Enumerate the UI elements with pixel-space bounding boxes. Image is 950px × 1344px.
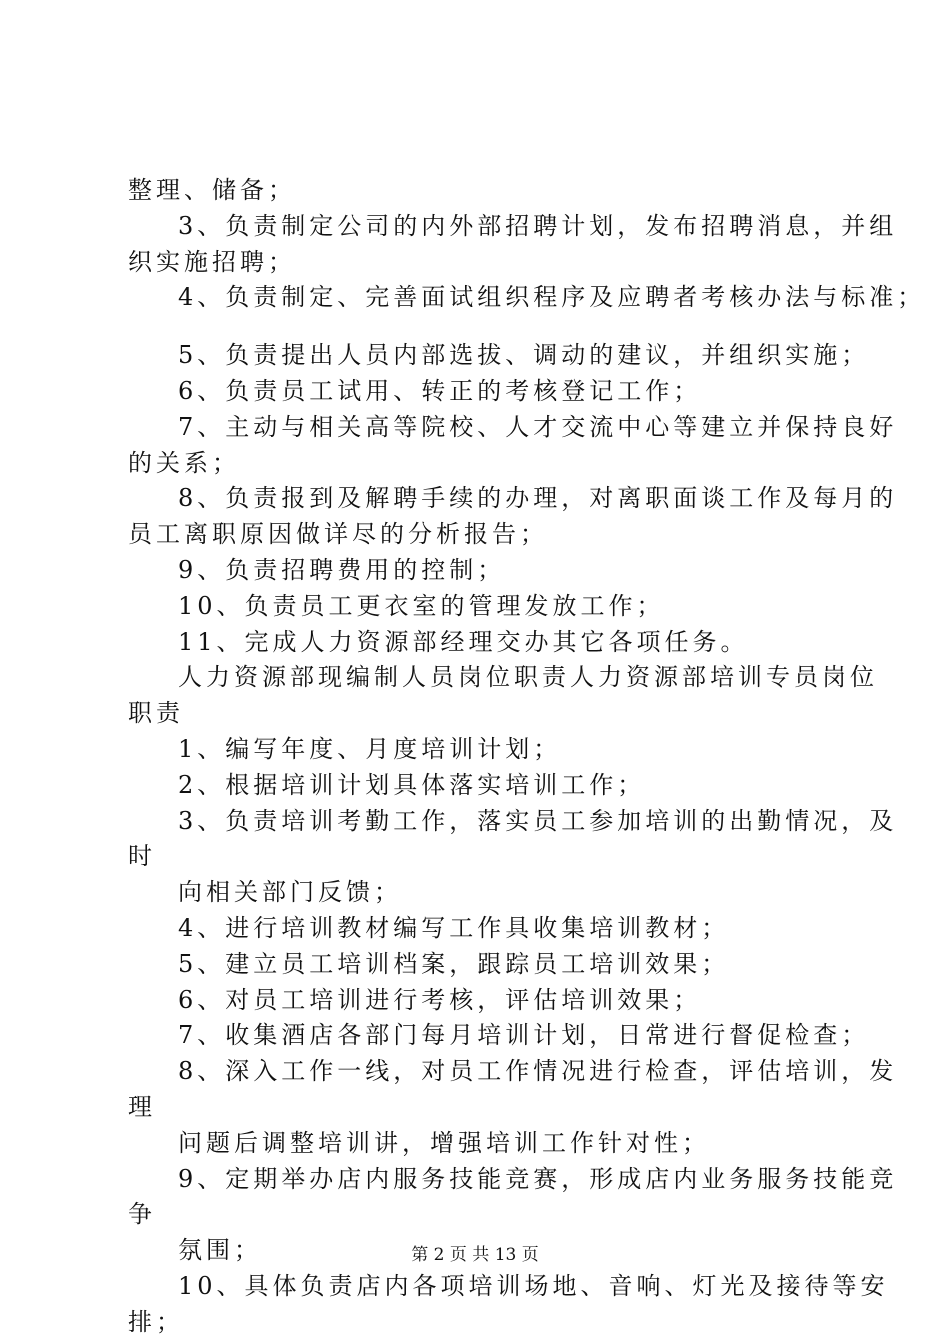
text-line: 时 xyxy=(128,842,156,871)
list-item-11: 11、完成人力资源部经理交办其它各项任务。 xyxy=(178,627,749,656)
training-item-9: 9、定期举办店内服务技能竞赛，形成店内业务服务技能竞 xyxy=(178,1164,898,1193)
list-item-9: 9、负责招聘费用的控制； xyxy=(178,555,506,584)
list-item-8: 8、负责报到及解聘手续的办理，对离职面谈工作及每月的 xyxy=(178,484,898,513)
text-line: 争 xyxy=(128,1200,156,1229)
text-line: 理 xyxy=(128,1092,156,1121)
training-item-1: 1、编写年度、月度培训计划； xyxy=(178,734,562,763)
document-body xyxy=(128,173,926,1341)
training-item-6: 6、对员工培训进行考核，评估培训效果； xyxy=(178,985,702,1014)
text-line: 整理、储备； xyxy=(128,176,296,204)
page-number-footer: 第 2 页 共 13 页 xyxy=(411,1245,539,1265)
list-item-4: 4、负责制定、完善面试组织程序及应聘者考核办法与标准； xyxy=(178,283,926,312)
list-item-6: 6、负责员工试用、转正的考核登记工作； xyxy=(178,376,702,405)
text-line: 氛围； xyxy=(178,1236,262,1265)
text-line: 员工离职原因做详尽的分析报告； xyxy=(128,520,548,549)
training-item-4: 4、进行培训教材编写工作具收集培训教材； xyxy=(178,913,730,942)
list-item-5: 5、负责提出人员内部选拔、调动的建议，并组织实施； xyxy=(178,341,870,370)
training-item-5: 5、建立员工培训档案，跟踪员工培训效果； xyxy=(178,949,730,978)
text-line: 问题后调整培训讲，增强培训工作针对性； xyxy=(178,1128,710,1157)
spacer xyxy=(128,316,848,338)
list-item-3: 3、负责制定公司的内外部招聘计划，发布招聘消息，并组 xyxy=(178,211,898,240)
training-item-2: 2、根据培训计划具体落实培训工作； xyxy=(178,770,646,799)
list-item-10: 10、负责员工更衣室的管理发放工作； xyxy=(178,591,665,620)
training-item-10: 10、具体负责店内各项培训场地、音响、灯光及接待等安 xyxy=(178,1271,889,1300)
section-heading: 人力资源部现编制人员岗位职责人力资源部培训专员岗位 xyxy=(178,663,878,692)
training-item-7: 7、收集酒店各部门每月培训计划，日常进行督促检查； xyxy=(178,1021,870,1050)
section-heading-continued: 职责 xyxy=(128,699,184,728)
training-item-3: 3、负责培训考勤工作，落实员工参加培训的出勤情况，及 xyxy=(178,806,898,835)
text-line: 织实施招聘； xyxy=(128,247,296,276)
training-item-8: 8、深入工作一线，对员工作情况进行检查，评估培训，发 xyxy=(178,1057,898,1086)
text-line: 排； xyxy=(128,1307,184,1336)
text-line: 向相关部门反馈； xyxy=(178,878,402,907)
list-item-7: 7、主动与相关高等院校、人才交流中心等建立并保持良好 xyxy=(178,412,898,441)
text-line: 的关系； xyxy=(128,448,240,477)
